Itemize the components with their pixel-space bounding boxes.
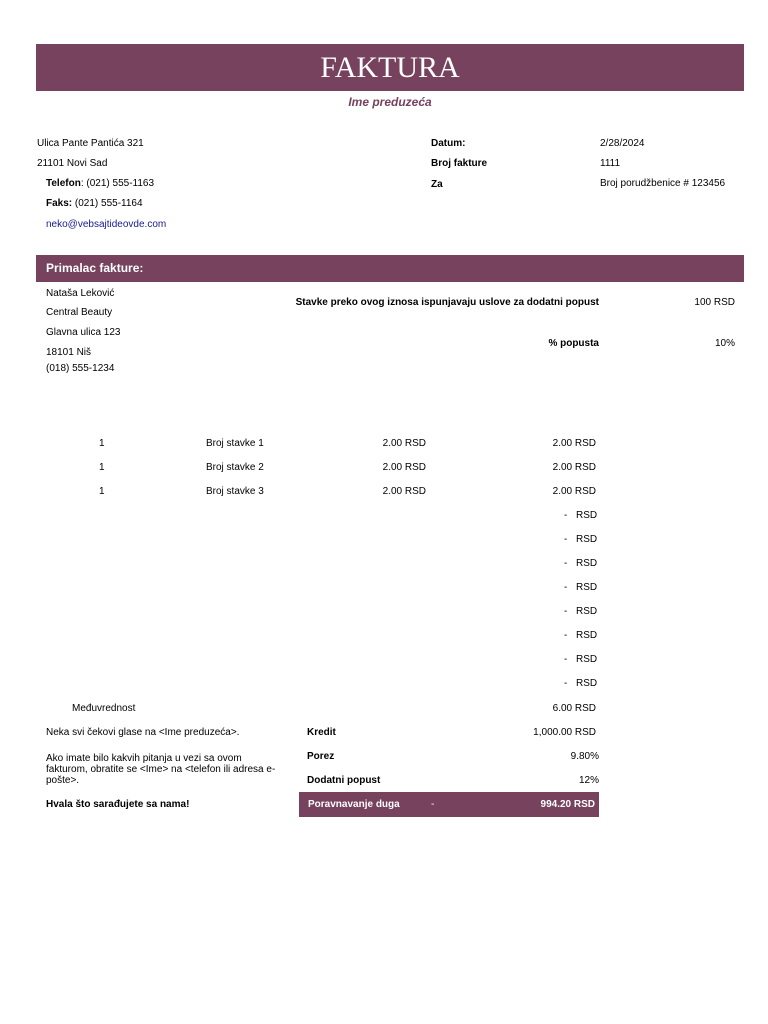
empty-dash: - bbox=[564, 630, 568, 641]
discount-threshold-label: Stavke preko ovog iznosa ispunjavaju uslove za dodatni popust bbox=[295, 297, 599, 308]
empty-dash: - bbox=[564, 654, 568, 665]
item-unit-price: 2.00 RSD bbox=[382, 486, 426, 497]
empty-currency: RSD bbox=[576, 678, 598, 689]
sender-fax bbox=[46, 198, 143, 210]
checks-note: Neka svi čekovi glase na <Ime preduzeća>. bbox=[46, 727, 240, 738]
balance-due-dash: - bbox=[431, 799, 435, 810]
empty-dash: - bbox=[564, 678, 568, 689]
date-value: 2/28/2024 bbox=[600, 138, 645, 149]
item-unit-price: 2.00 RSD bbox=[382, 438, 426, 449]
item-qty: 1 bbox=[99, 486, 105, 497]
extra-discount-label: Dodatni popust bbox=[307, 775, 381, 786]
subtotal-label: Međuvrednost bbox=[72, 703, 136, 714]
credit-label: Kredit bbox=[307, 727, 336, 738]
discount-percent-value: 10% bbox=[714, 338, 735, 349]
invoice-title: FAKTURA bbox=[36, 44, 744, 91]
recipient-company: Central Beauty bbox=[46, 307, 113, 318]
sender-fax-value: (021) 555-1164 bbox=[72, 198, 143, 209]
empty-currency: RSD bbox=[576, 630, 598, 641]
empty-dash: - bbox=[564, 582, 568, 593]
questions-note: Ako imate bilo kakvih pitanja u vezi sa ovom fakturom, obratite se <Ime> na <telefon ili adresa e-pošte>. bbox=[46, 753, 276, 786]
discount-percent-label: % popusta bbox=[548, 338, 599, 349]
for-label: Za bbox=[431, 179, 443, 190]
date-label: Datum: bbox=[431, 138, 466, 149]
item-unit-price: 2.00 RSD bbox=[382, 462, 426, 473]
empty-currency: RSD bbox=[576, 654, 598, 665]
credit-value: 1,000.00 RSD bbox=[533, 727, 596, 738]
invoice-number-label: Broj fakture bbox=[431, 158, 488, 169]
empty-dash: - bbox=[564, 558, 568, 569]
tax-label: Porez bbox=[307, 751, 335, 762]
item-amount: 2.00 RSD bbox=[552, 462, 596, 473]
sender-phone bbox=[46, 178, 154, 190]
invoice-number-value: 1111 bbox=[600, 158, 621, 169]
discount-threshold-value: 100 RSD bbox=[694, 297, 735, 308]
recipient-section-header: Primalac fakture: bbox=[36, 255, 744, 282]
company-name: Ime preduzeća bbox=[348, 95, 432, 109]
tax-value: 9.80% bbox=[570, 751, 599, 762]
item-description: Broj stavke 2 bbox=[206, 462, 264, 473]
item-description: Broj stavke 3 bbox=[206, 486, 264, 497]
item-amount: 2.00 RSD bbox=[552, 438, 596, 449]
empty-dash: - bbox=[564, 510, 568, 521]
sender-street: Ulica Pante Pantića 321 bbox=[37, 138, 144, 149]
item-amount: 2.00 RSD bbox=[552, 486, 596, 497]
subtotal-value: 6.00 RSD bbox=[552, 703, 596, 714]
empty-currency: RSD bbox=[576, 606, 598, 617]
recipient-city: 18101 Niš bbox=[46, 347, 92, 358]
empty-currency: RSD bbox=[576, 510, 598, 521]
empty-dash: - bbox=[564, 534, 568, 545]
item-qty: 1 bbox=[99, 438, 105, 449]
recipient-name: Nataša Leković bbox=[46, 288, 115, 299]
empty-currency: RSD bbox=[576, 558, 598, 569]
sender-email-link[interactable]: neko@vebsajtideovde.com bbox=[46, 219, 167, 230]
sender-phone-value: : (021) 555-1163 bbox=[80, 178, 155, 189]
balance-due-bar bbox=[299, 792, 599, 817]
sender-city: 21101 Novi Sad bbox=[37, 158, 108, 169]
item-description: Broj stavke 1 bbox=[206, 438, 264, 449]
recipient-street: Glavna ulica 123 bbox=[46, 327, 121, 338]
balance-due-label: Poravnavanje duga bbox=[308, 799, 400, 810]
empty-currency: RSD bbox=[576, 534, 598, 545]
balance-due-value: 994.20 RSD bbox=[540, 799, 595, 810]
sender-phone-label: Telefon bbox=[46, 178, 81, 189]
empty-dash: - bbox=[564, 606, 568, 617]
thanks-note: Hvala što sarađujete sa nama! bbox=[46, 799, 190, 810]
item-qty: 1 bbox=[99, 462, 105, 473]
extra-discount-value: 12% bbox=[578, 775, 599, 786]
recipient-phone: (018) 555-1234 bbox=[46, 363, 115, 374]
order-number: Broj porudžbenice # 123456 bbox=[600, 178, 726, 189]
empty-currency: RSD bbox=[576, 582, 598, 593]
sender-fax-label: Faks: bbox=[46, 198, 73, 209]
